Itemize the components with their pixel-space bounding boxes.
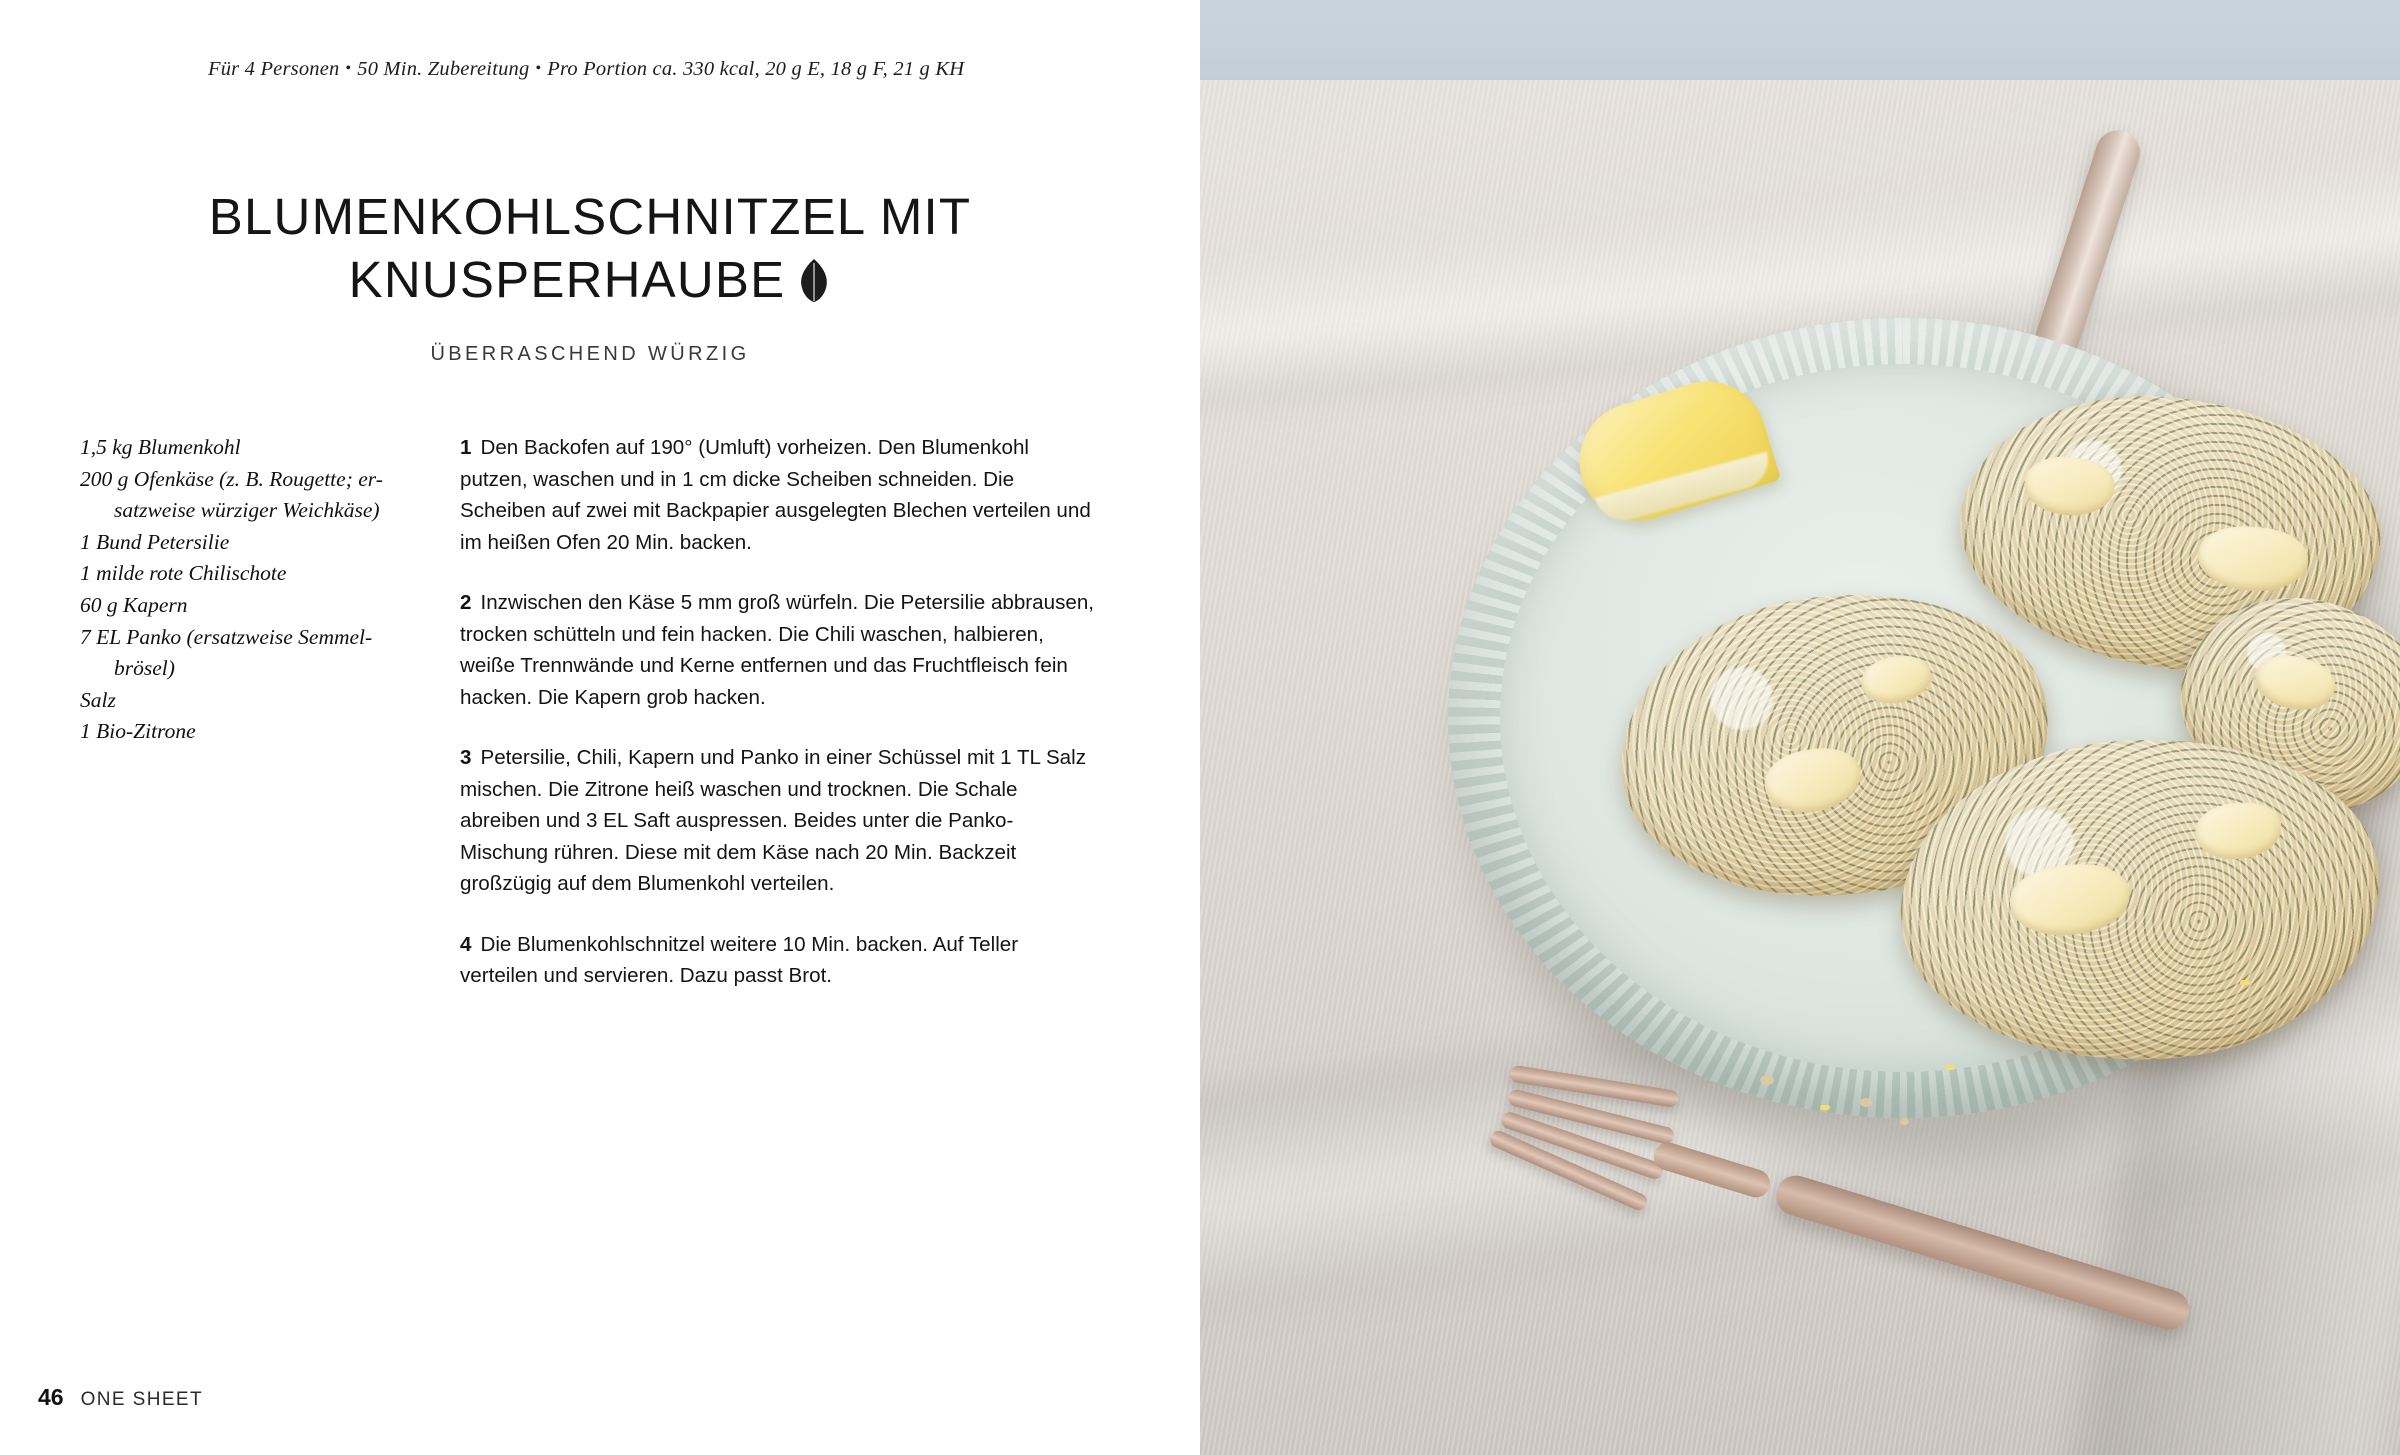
page-footer [38, 1384, 203, 1411]
preparation-steps [460, 432, 1100, 992]
lemon-zest [1820, 1105, 1830, 1110]
step-paragraph [460, 929, 1100, 992]
meta-time: 50 Min. Zubereitung [357, 58, 530, 80]
step-paragraph [460, 587, 1100, 713]
meta-servings: Für 4 Personen [208, 58, 340, 80]
list-item [80, 622, 460, 685]
step-number: 3 [460, 746, 472, 769]
melted-cheese [2194, 800, 2284, 862]
list-item [80, 558, 460, 590]
ingredient-text: 1 Bund Petersilie [80, 529, 230, 554]
ingredient-text-cont: brösel) [114, 656, 175, 681]
list-item [80, 685, 460, 717]
ingredient-text: 1 Bio-Zitrone [80, 719, 196, 744]
melted-cheese [2008, 861, 2133, 939]
lemon-zest [2240, 980, 2250, 985]
step-text: Inzwischen den Käse 5 mm groß würfeln. Die Petersilie abbrausen, trocken schütteln und fein hacken. Die Chili waschen, halbieren, weiße Trennwände und Kerne entfernen und das Fruchtfleisch fein hacken. Die Kapern grob hacken. [460, 591, 1094, 709]
meta-separator-1: • [345, 60, 352, 77]
meta-nutrition: Pro Portion ca. 330 kcal, 20 g E, 18 g F, 21 g KH [547, 58, 965, 80]
chapter-label: ONE SHEET [80, 1389, 203, 1410]
list-item [80, 716, 460, 748]
ingredient-list [80, 432, 460, 992]
step-paragraph [460, 432, 1100, 558]
page-number: 46 [38, 1384, 64, 1410]
fork-neck [1650, 1139, 1773, 1201]
ingredient-text: 7 EL Panko (ersatzweise Semmel- [80, 624, 373, 649]
recipe-photo-page [1200, 0, 2400, 1455]
list-item [80, 590, 460, 622]
step-number: 2 [460, 591, 472, 614]
recipe-subtitle: ÜBERRASCHEND WÜRZIG [430, 343, 750, 366]
crumb [1860, 1098, 1872, 1107]
leaf-icon [797, 254, 831, 317]
list-item [80, 527, 460, 559]
lemon-zest [1945, 1065, 1955, 1070]
crumb [1760, 1075, 1774, 1085]
page-title [80, 185, 1100, 317]
ingredient-text: 1,5 kg Blumenkohl [80, 435, 241, 459]
step-number: 1 [460, 436, 472, 459]
list-item [80, 464, 460, 527]
step-number: 4 [460, 932, 472, 956]
ingredient-text: Salz [80, 687, 116, 712]
melted-cheese [2250, 648, 2340, 718]
ingredient-text: 60 g Kapern [80, 592, 188, 617]
recipe-meta-line [208, 58, 964, 81]
crumb [1900, 1118, 1909, 1125]
food-photograph [1200, 0, 2400, 1455]
ingredient-text: 1 milde rote Chilischote [80, 561, 287, 586]
ingredient-text-cont: satzweise würziger Weichkäse) [114, 498, 380, 523]
recipe-columns [80, 432, 1120, 992]
step-paragraph [460, 742, 1100, 900]
meta-separator-2: • [535, 60, 542, 77]
ingredient-text: 200 g Ofenkäse (z. B. Rougette; er- [80, 466, 383, 491]
step-text: Den Backofen auf 190° (Umluft) vorheizen. Den Blumenkohl putzen, waschen und in 1 cm dicke Scheiben schneiden. Die Scheiben auf zwei mit Backpapier ausgelegten Blechen verteilen und im heißen Ofen 20 Min. backen. [460, 436, 1091, 554]
melted-cheese [2022, 453, 2118, 520]
melted-cheese [2195, 521, 2311, 596]
recipe-title-text: BLUMENKOHLSCHNITZEL MIT KNUSPERHAUBE [208, 188, 972, 309]
title-block [80, 185, 1100, 366]
step-text: Petersilie, Chili, Kapern und Panko in einer Schüssel mit 1 TL Salz mischen. Die Zitrone heiß waschen und trocknen. Die Schale abreiben und 3 EL Saft auspressen. Beides unter die Panko-Mischung rühren. Diese mit dem Käse nach 20 Min. Backzeit großzügig auf dem Blumenkohl verteilen. [460, 746, 1087, 895]
step-text: Die Blumenkohlschnitzel weitere 10 Min. backen. Auf Teller verteilen und servieren. Dazu passt Brot. [460, 932, 1019, 987]
list-item [80, 432, 460, 464]
melted-cheese [1859, 652, 1935, 707]
melted-cheese [1761, 743, 1865, 818]
